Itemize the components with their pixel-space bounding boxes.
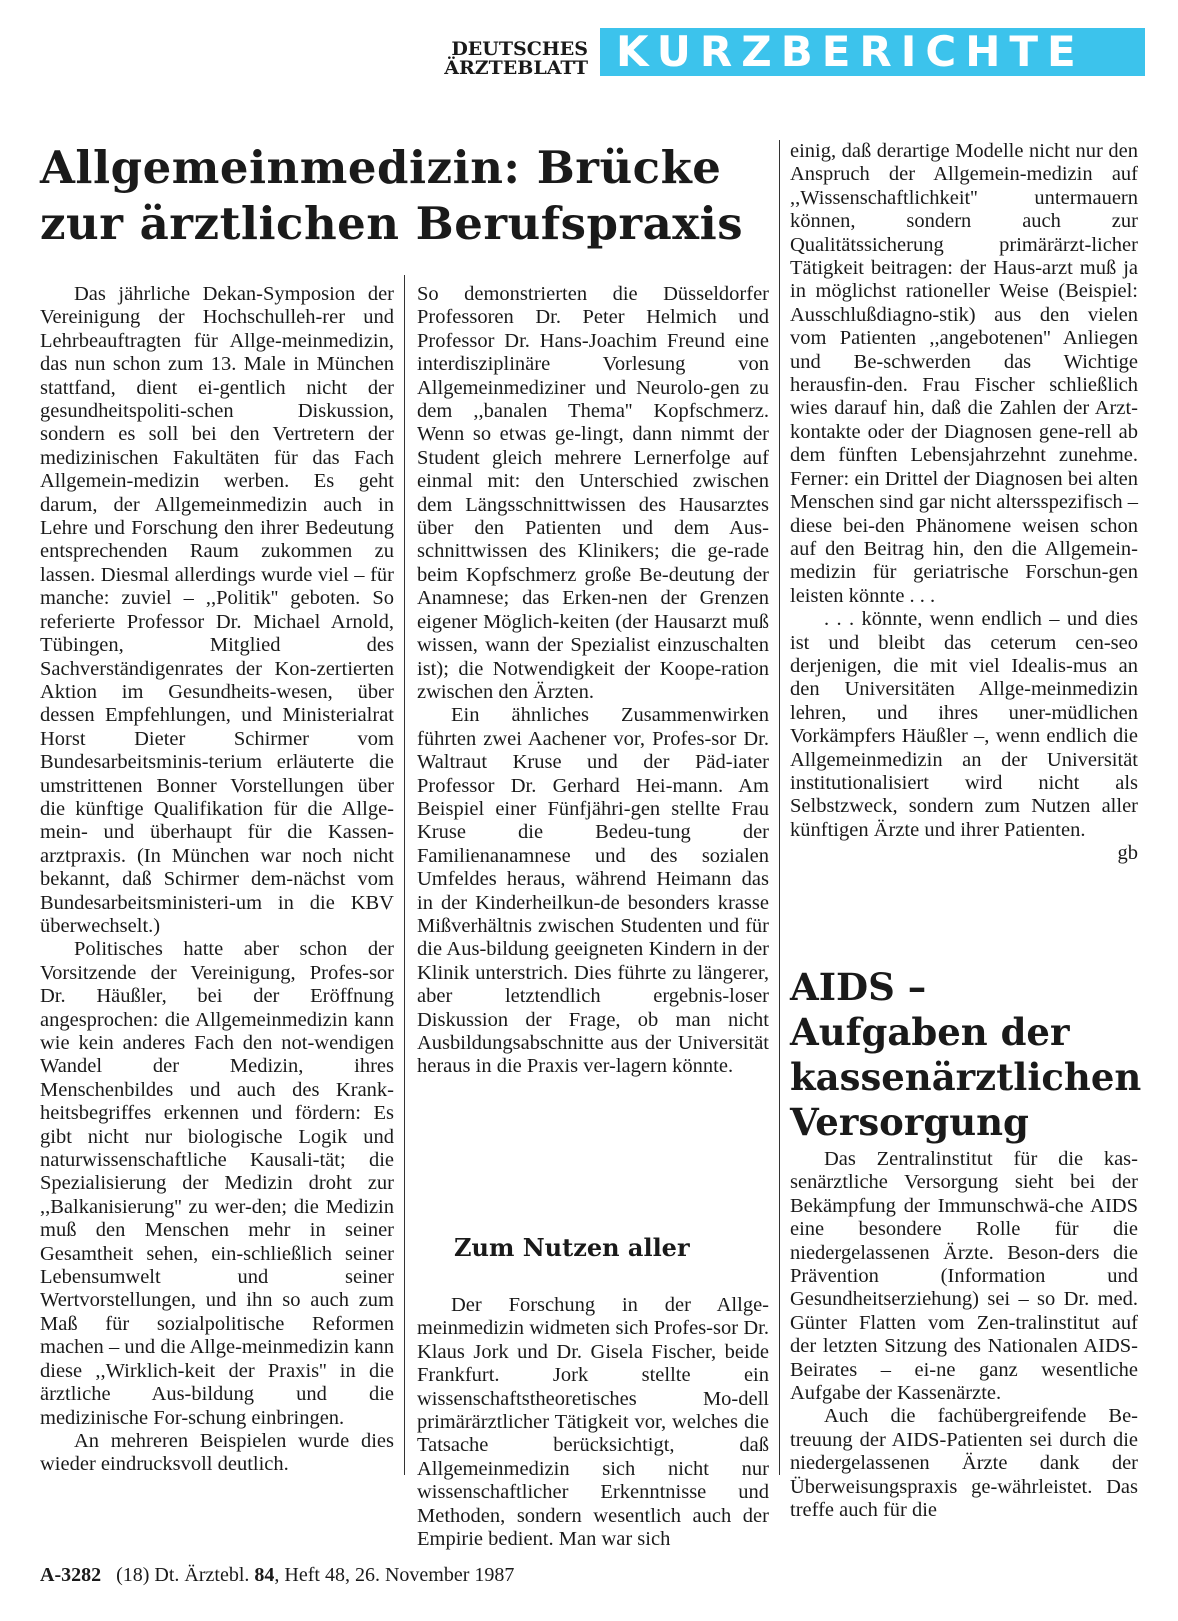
- article-column-2-continued: [417, 1294, 769, 1551]
- paragraph: Ein ähnliches Zusammenwirken führten zwei Aachener vor, Profes-sor Dr. Waltraut Kruse und der Päd-iater Professor Dr. Gerhard Hei-mann. Am Beispiel einer Fünfjähri-gen stellte Frau Kruse die Bedeu-tung der Familienanamnese und des sozialen Umfeldes heraus, während Heimann das in der Kinderheilkun-de besonders krasse Mißverhältnis zwischen Studenten und für die Aus-bildung geeigneten Kindern in der Klinik unterstrich. Dies führte zu längerer, aber letztendlich ergebnis-loser Diskussion der Frage, ob man nicht Ausbildungsabschnitte aus der Universität heraus in die Praxis ver-lagern könnte.: [417, 704, 769, 1078]
- issue-prefix: (18) Dt. Ärztebl.: [116, 1564, 250, 1586]
- paragraph: An mehreren Beispielen wurde dies wieder eindrucksvoll deutlich.: [40, 1429, 394, 1476]
- volume-number: 84: [254, 1564, 275, 1586]
- article2-body: [790, 1148, 1138, 1523]
- section-banner: KURZBERICHTE: [600, 28, 1145, 76]
- paragraph: Auch die fachübergreifende Be-treuung der AIDS-Patienten sei durch die niedergelassenen Ärzte dank der Überweisungspraxis ge-währleistet. Das treffe auch für die: [790, 1405, 1138, 1522]
- article2-headline-line: Versorgung: [790, 1100, 1029, 1144]
- paragraph: Das jährliche Dekan-Symposion der Vereinigung der Hochschulleh-rer und Lehrbeauftragten für Allge-meinmedizin, das nun schon zum 13. Male in München stattfand, dient ei-gentlich nicht der gesundheitspoliti-schen Diskussion, sondern es soll bei den Vertretern der medizinischen Fakultäten für das Fach Allgemein-medizin werben. Es geht darum, der Allgemeinmedizin auch in Lehre und Forschung den ihrer Bedeutung entsprechenden Raum zukommen zu lassen. Diesmal allerdings wurde viel – für manche: zuviel – ,,Politik'' geboten. So referierte Professor Dr. Michael Arnold, Tübingen, Mitglied des Sachverständigenrates der Kon-zertierten Aktion im Gesundheits-wesen, über dessen Empfehlungen, und Ministerialrat Horst Dieter Schirmer vom Bundesarbeitsminis-terium erläuterte die umstrittenen Bonner Vorstellungen über die künftige Qualifikation für die Allge-mein- und überhaupt für die Kassen-arztpraxis. (In München war noch nicht bekannt, daß Schirmer dem-nächst vom Bundesarbeitsministeri-um in die KBV überwechselt.): [40, 283, 394, 937]
- paragraph: Politisches hatte aber schon der Vorsitzende der Vereinigung, Profes-sor Dr. Häußler, bei der Eröffnung angesprochen: die Allgemeinmedizin kann wie kein anderes Fach den not-wendigen Wandel der Medizin, ihres Menschenbildes und auch des Krank-heitsbegriffes erkennen und fördern: Es gibt nicht nur biologische Logik und naturwissenschaftliche Kausali-tät; die Spezialisierung der Medizin droht zur ,,Balkanisierung'' zu wer-den; die Medizin muß den Menschen mehr in seiner Gesamtheit sehen, ein-schließlich seiner Lebensumwelt und seiner Wertvorstellungen, und ihn so auch zum Maß für sozialpolitische Reformen machen – und die Allge-meinmedizin kann diese ,,Wirklich-keit der Praxis'' in die ärztliche Aus-bildung und die medizinische For-schung einbringen.: [40, 938, 394, 1429]
- publication-name-line1: DEUTSCHES: [451, 38, 588, 60]
- page-number: A-3282: [40, 1564, 102, 1586]
- article2-headline-line: kassenärztlichen: [790, 1055, 1142, 1099]
- paragraph: So demonstrierten die Düsseldorfer Professoren Dr. Peter Helmich und Professor Dr. Hans-Joachim Freund eine interdisziplinäre Vorlesung von Allgemeinmediziner und Neurolo-gen zu dem ,,banalen Thema'' Kopfschmerz. Wenn so etwas ge-lingt, dann nimmt der Student gleich mehrere Lernerfolge auf einmal mit: den Unterschied zwischen dem Längsschnittwissen des Hausarztes über den Patienten und dem Aus-schnittwissen des Klinikers; die ge-rade beim Kopfschmerz große Be-deutung der Anamnese; das Erken-nen der Grenzen eigener Möglich-keiten (der Hausarzt muß wissen, wann der Spezialist einzuschalten ist); die Notwendigkeit der Koope-ration zwischen den Ärzten.: [417, 283, 769, 703]
- article2-headline-line: Aufgaben der: [790, 1010, 1070, 1054]
- column-divider: [404, 275, 405, 1475]
- article-headline: [40, 140, 760, 252]
- article-column-3: [790, 140, 1138, 866]
- paragraph: [790, 608, 1138, 865]
- column-divider: [779, 140, 780, 1475]
- article-column-2: [417, 283, 769, 1079]
- paragraph-text: . . . könnte, wenn endlich – und dies ist und bleibt das ceterum cen-seo derjenigen, die mit viel Idealis-mus an den Universitäten Allge-meinmedizin lehren, und ihres uner-müdlichen Vorkämpfers Häußler –, wenn endlich die Allgemeinmedizin an der Universität institutionalisiert wird nicht als Selbstzweck, sondern zum Nutzen aller künftigen Ärzte und ihrer Patienten.: [790, 608, 1138, 841]
- paragraph: Der Forschung in der Allge-meinmedizin widmeten sich Profes-sor Dr. Klaus Jork und Dr. Gisela Fischer, beide Frankfurt. Jork stellte ein wissenschaftstheoretisches Mo-dell primärärztlicher Tätigkeit vor, welches die Tatsache berücksichtigt, daß Allgemeinmedizin sich nicht nur wissenschaftlicher Erkenntnisse und Methoden, sondern wesentlich auch der Empirie bedient. Man war sich: [417, 1294, 769, 1551]
- article-headline-line1: Allgemeinmedizin: Brücke: [40, 141, 722, 194]
- page-footer: [40, 1563, 514, 1587]
- issue-suffix: , Heft 48, 26. November 1987: [274, 1564, 515, 1586]
- publication-name: [418, 40, 588, 78]
- article-headline-line2: zur ärztlichen Berufspraxis: [40, 197, 744, 250]
- paragraph: Das Zentralinstitut für die kas-senärztliche Versorgung sieht bei der Bekämpfung der Immunschwä-che AIDS eine besondere Rolle für die niedergelassenen Ärzte. Beson-ders die Prävention (Information und Gesundheitserziehung) sei – so Dr. med. Günter Flatten vom Zen-tralinstitut auf der letzten Sitzung des Nationalen AIDS-Beirates – ei-ne ganz wesentliche Aufgabe der Kassenärzte.: [790, 1148, 1138, 1405]
- article2-headline: [790, 965, 1150, 1145]
- section-subheading: Zum Nutzen aller: [454, 1233, 690, 1262]
- publication-name-line2: ÄRZTEBLATT: [444, 57, 588, 79]
- paragraph: einig, daß derartige Modelle nicht nur den Anspruch der Allgemein-medizin auf ,,Wissenschaftlichkeit'' untermauern können, sondern auch zur Qualitätssicherung primärärzt-licher Tätigkeit beitragen: der Haus-arzt muß ja in möglichst rationeller Weise (Beispiel: Ausschlußdiagno-stik) aus den vielen vom Patienten ,,angebotenen'' Anliegen und Be-schwerden das Wichtige herausfin-den. Frau Fischer schließlich wies darauf hin, daß die Zahlen der Arzt-kontakte oder der Diagnosen gene-rell ab dem fünften Lebensjahrzehnt zunehme. Ferner: ein Drittel der Diagnosen bei alten Menschen sind gar nicht altersspezifisch – diese bei-den Phänomene weisen schon auf den Beitrag hin, den die Allgemein-medizin für geriatrische Forschun-gen leisten könnte . . .: [790, 140, 1138, 607]
- article2-headline-line: AIDS –: [790, 965, 927, 1009]
- author-signature: gb: [1117, 842, 1138, 865]
- article-column-1: [40, 283, 394, 1477]
